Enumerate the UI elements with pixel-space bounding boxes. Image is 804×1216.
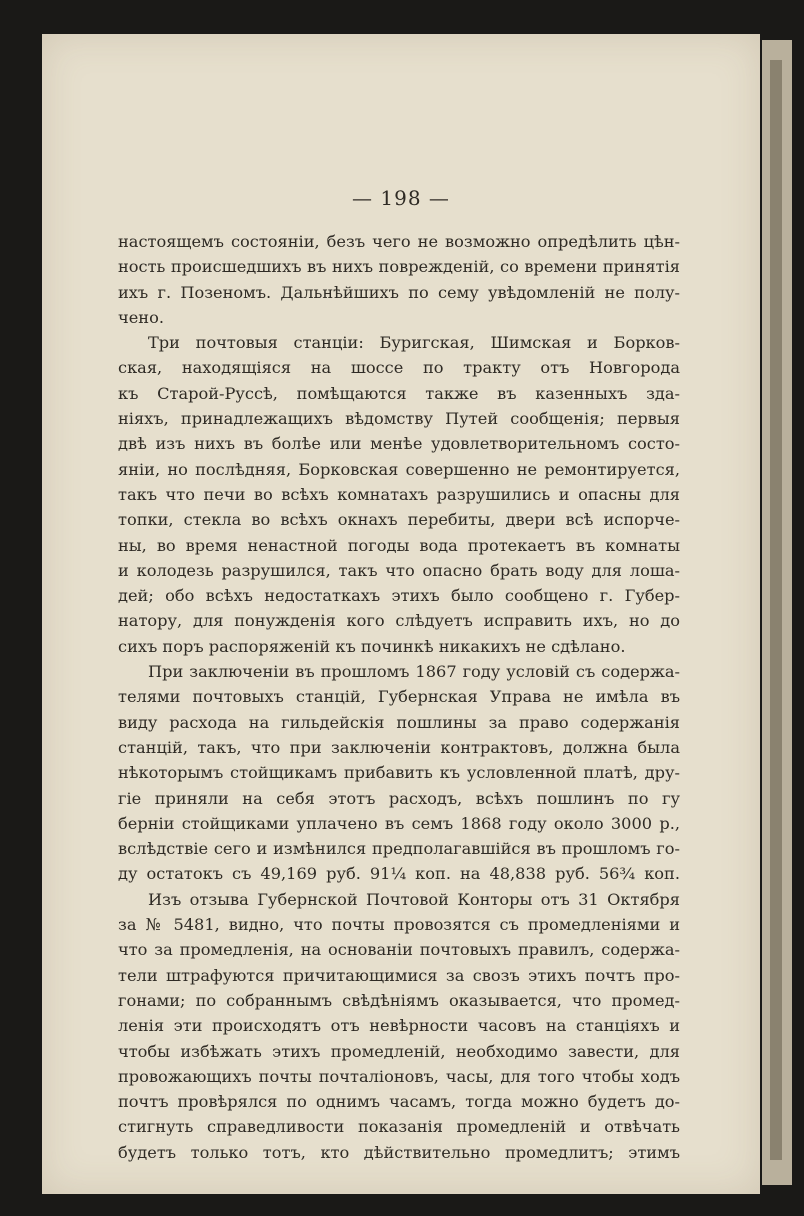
text-line: ность происшедшихъ въ нихъ поврежденій, со времени принятія: [118, 257, 680, 277]
text-line: и колодезь разрушился, такъ что опасно брать воду для лоша-: [118, 560, 680, 580]
text-line: двѣ изъ нихъ въ болѣе или менѣе удовлетворительномъ состо-: [118, 434, 680, 454]
text-line: При заключеніи въ прошломъ 1867 году условій съ содержа-: [148, 662, 680, 682]
text-line: станцій, такъ, что при заключеніи контрактовъ, должна была: [118, 737, 680, 757]
text-line: ніяхъ, принадлежащихъ вѣдомству Путей сообщенія; первыя: [118, 409, 680, 429]
document-page: [42, 34, 760, 1194]
text-line: ны, во время ненастной погоды вода протекаетъ въ комнаты: [118, 535, 680, 555]
text-line: тели штрафуются причитающимися за свозъ этихъ почтъ про-: [118, 965, 680, 985]
text-line: Три почтовыя станціи: Буригская, Шимская и Борков-: [148, 333, 680, 353]
text-line: что за промедленія, на основаніи почтовыхъ правилъ, содержа-: [118, 940, 680, 960]
text-line: провожающихъ почты почталіоновъ, часы, для того чтобы ходъ: [118, 1066, 680, 1086]
text-line: ленія эти происходятъ отъ невѣрности часовъ на станціяхъ и: [118, 1016, 680, 1036]
text-line: къ Старой-Руссѣ, помѣщаются также въ казенныхъ зда-: [118, 383, 680, 403]
text-line: будетъ только тотъ, кто дѣйствительно промедлитъ; этимъ: [118, 1142, 680, 1162]
text-line: ду остатокъ съ 49,169 руб. 91¼ коп. на 48,838 руб. 56¾ коп.: [118, 864, 680, 884]
text-line: сихъ поръ распоряженій къ починкѣ никакихъ не сдѣлано.: [118, 636, 626, 656]
text-line: чено.: [118, 307, 164, 327]
text-line: за № 5481, видно, что почты провозятся съ промедленіями и: [118, 915, 680, 935]
text-line: Изъ отзыва Губернской Почтовой Конторы отъ 31 Октября: [148, 889, 680, 909]
text-line: нѣкоторымъ стойщикамъ прибавить къ условленной платѣ, дру-: [118, 763, 680, 783]
text-line: телями почтовыхъ станцій, Губернская Управа не имѣла въ: [118, 687, 680, 707]
body-text: [118, 229, 680, 1165]
text-line: ская, находящіяся на шоссе по тракту отъ Новгорода: [118, 358, 680, 378]
text-line: ихъ г. Позеномъ. Дальнѣйшихъ по сему увѣдомленій не полу-: [118, 282, 680, 302]
text-line: гіе приняли на себя этотъ расходъ, всѣхъ пошлинъ по гу: [118, 788, 680, 808]
text-line: яніи, но послѣдняя, Борковская совершенно не ремонтируется,: [118, 459, 680, 479]
text-line: берніи стойщиками уплачено въ семъ 1868 году около 3000 р.,: [118, 813, 680, 833]
text-line: вслѣдствіе сего и измѣнился предполагавшійся въ прошломъ го-: [118, 839, 680, 859]
scan-edge-shadow: [770, 60, 782, 1160]
text-line: чтобы избѣжать этихъ промедленій, необходимо завести, для: [118, 1041, 680, 1061]
text-line: дей; обо всѣхъ недостаткахъ этихъ было сообщено г. Губер-: [118, 586, 680, 606]
text-line: настоящемъ состояніи, безъ чего не возможно опредѣлить цѣн-: [118, 232, 680, 251]
text-line: топки, стекла во всѣхъ окнахъ перебиты, двери всѣ испорче-: [118, 510, 680, 530]
text-line: гонами; по собраннымъ свѣдѣніямъ оказывается, что промед-: [118, 990, 680, 1010]
text-line: виду расхода на гильдейскія пошлины за право содержанія: [118, 712, 680, 732]
page-number: — 198 —: [352, 186, 450, 210]
text-line: почтъ провѣрялся по однимъ часамъ, тогда можно будетъ до-: [118, 1092, 680, 1112]
text-line: такъ что печи во всѣхъ комнатахъ разрушились и опасны для: [118, 484, 680, 504]
text-line: натору, для понужденія кого слѣдуетъ исправить ихъ, но до: [118, 611, 680, 631]
text-line: стигнуть справедливости показанія промедленій и отвѣчать: [118, 1117, 680, 1137]
